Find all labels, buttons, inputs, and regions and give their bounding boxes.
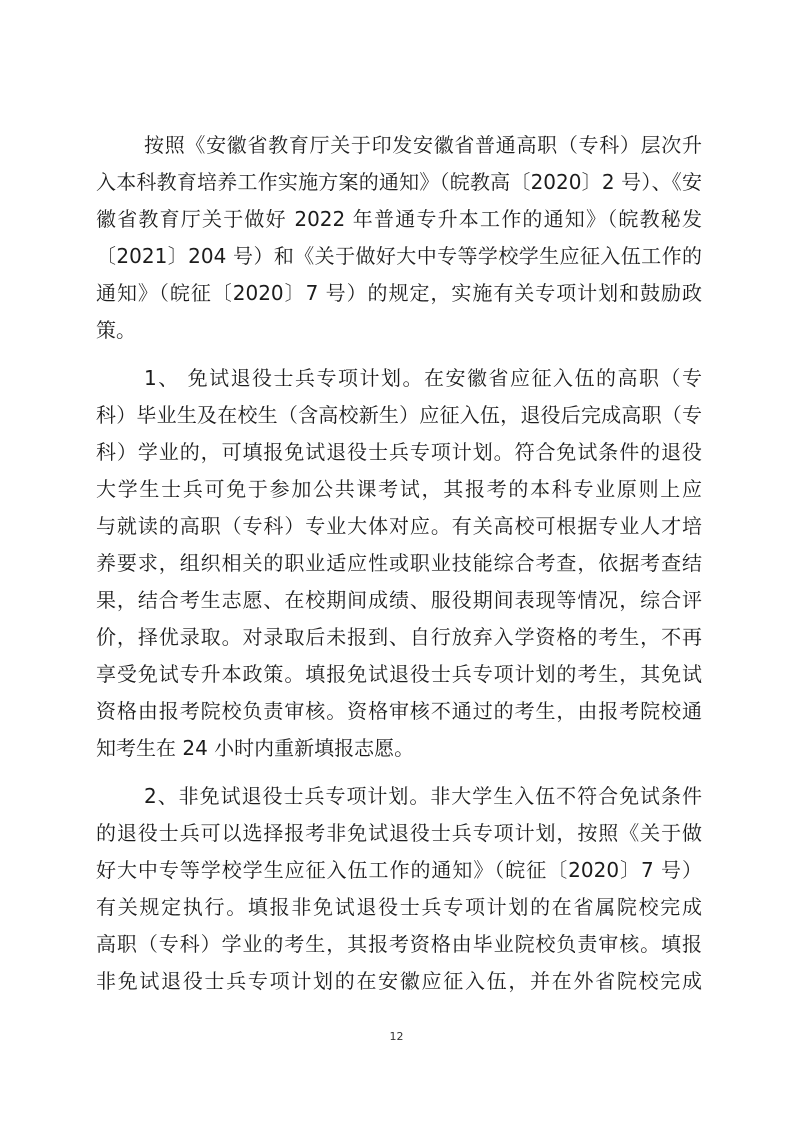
paragraph-3-line-4: 有关规定执行。填报非免试退役士兵专项计划的在省属院校完成 — [96, 895, 702, 919]
paragraph-2-line-1: 1、 免试退役士兵专项计划。在安徽省应征入伍的高职（专 — [144, 366, 702, 390]
page-number: 12 — [389, 1030, 404, 1043]
paragraph-3-line-3: 好大中专等学校学生应征入伍工作的通知》（皖征〔2020〕7 号） — [96, 858, 702, 882]
paragraph-2-line-4: 大学生士兵可免于参加公共课考试，其报考的本科专业原则上应 — [96, 477, 702, 501]
paragraph-1-line-2: 入本科教育培养工作实施方案的通知》（皖教高〔2020〕2 号）、《安 — [96, 170, 702, 194]
paragraph-1-line-6: 策。 — [96, 318, 136, 342]
paragraph-3-line-5: 高职（专科）学业的考生，其报考资格由毕业院校负责审核。填报 — [96, 932, 702, 956]
paragraph-3-line-2: 的退役士兵可以选择报考非免试退役士兵专项计划，按照《关于做 — [96, 821, 702, 845]
paragraph-1-line-5: 通知》（皖征〔2020〕7 号）的规定，实施有关专项计划和鼓励政 — [96, 281, 702, 305]
paragraph-2-line-5: 与就读的高职（专科）专业大体对应。有关高校可根据专业人才培 — [96, 514, 702, 538]
paragraph-1-line-3: 徽省教育厅关于做好 2022 年普通专升本工作的通知》（皖教秘发 — [96, 207, 702, 231]
paragraph-2-line-7: 果，结合考生志愿、在校期间成绩、服役期间表现等情况，综合评 — [96, 588, 702, 612]
paragraph-3-line-6: 非免试退役士兵专项计划的在安徽应征入伍，并在外省院校完成 — [96, 969, 702, 993]
paragraph-2-line-8: 价，择优录取。对录取后未报到、自行放弃入学资格的考生，不再 — [96, 625, 702, 649]
paragraph-3-line-1: 2、非免试退役士兵专项计划。非大学生入伍不符合免试条件 — [144, 784, 702, 808]
paragraph-1-line-1: 按照《安徽省教育厅关于印发安徽省普通高职（专科）层次升 — [144, 133, 702, 157]
paragraph-2-line-9: 享受免试专升本政策。填报免试退役士兵专项计划的考生，其免试 — [96, 662, 702, 686]
paragraph-2-line-3: 科）学业的，可填报免试退役士兵专项计划。符合免试条件的退役 — [96, 440, 702, 464]
paragraph-2-line-10: 资格由报考院校负责审核。资格审核不通过的考生，由报考院校通 — [96, 699, 702, 723]
paragraph-1-line-4: 〔2021〕204 号）和《关于做好大中专等学校学生应征入伍工作的 — [96, 244, 702, 268]
paragraph-2-line-11: 知考生在 24 小时内重新填报志愿。 — [96, 736, 415, 760]
paragraph-2-line-2: 科）毕业生及在校生（含高校新生）应征入伍，退役后完成高职（专 — [96, 403, 702, 427]
paragraph-2-line-6: 养要求，组织相关的职业适应性或职业技能综合考查，依据考查结 — [96, 551, 702, 575]
